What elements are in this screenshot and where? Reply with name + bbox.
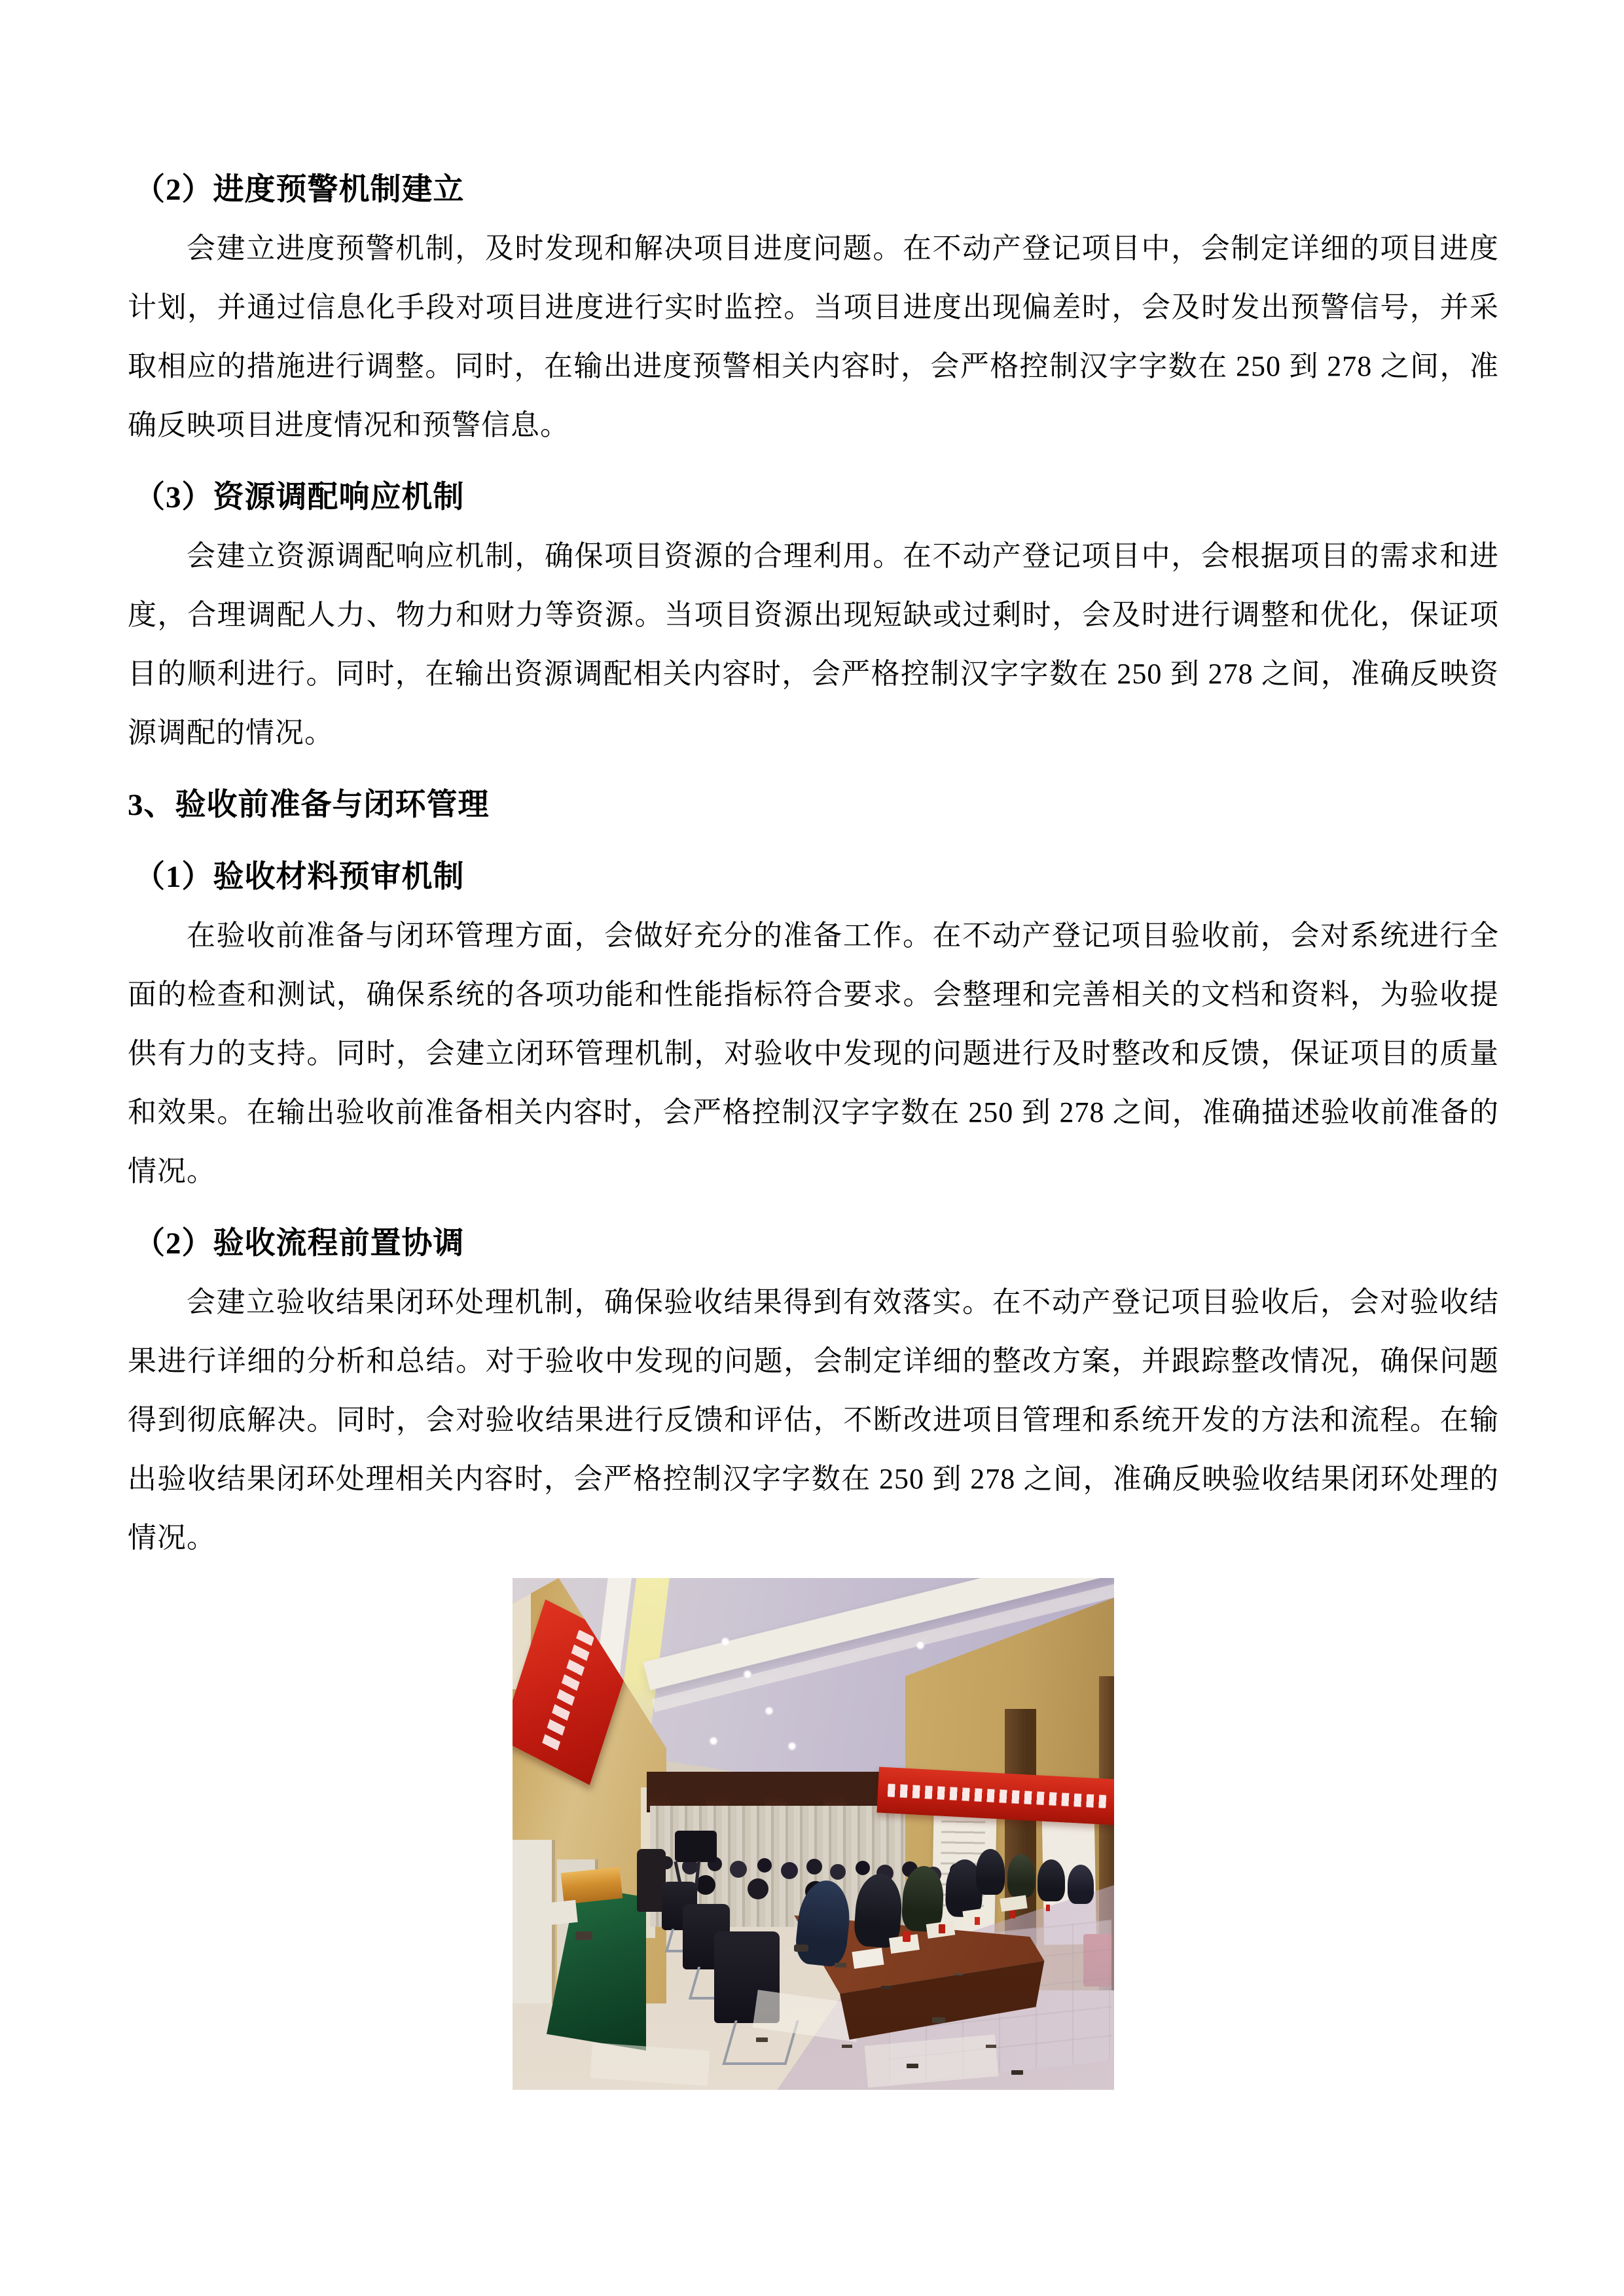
seated-person: [1068, 1865, 1094, 1904]
video-camera: [675, 1831, 717, 1862]
heading-process-coordination: （2）验收流程前置协调: [134, 1227, 465, 1261]
ceiling-spotlight: [787, 1742, 797, 1751]
para-progress-warning: 会建立进度预警机制，及时发现和解决项目进度问题。在不动产登记项目中，会制定详细的项目进度计划，并通过信息化手段对项目进度进行实时监控。当项目进度出现偏差时，会及时发出预警信号，并采取相应的措施进行调整。同时，在输出进度预警相关内容时，会严格控制汉字字数在 250 到 278 之间，准确反映项目进度情况和预警信息。: [128, 232, 1499, 441]
seated-person: [1038, 1859, 1065, 1901]
banner-text-glyphs: [541, 1630, 594, 1755]
para-process-coordination: 会建立验收结果闭环处理机制，确保验收结果得到有效落实。在不动产登记项目验收后，会对验收结果进行详细的分析和总结。对于验收中发现的问题，会制定详细的整改方案，并跟踪整改情况，确保问题得到彻底解决。同时，会对验收结果进行反馈和评估，不断改进项目管理和系统开发的方法和流程。在输出验收结果闭环处理相关内容时，会严格控制汉字字数在 250 到 278 之间，准确反映验收结果闭环处理的情况。: [128, 1286, 1499, 1554]
ceiling-spotlight: [765, 1706, 774, 1715]
floor-paper: [590, 2043, 710, 2086]
banner-text-glyphs: [887, 1784, 1106, 1808]
heading-progress-warning: （2）进度预警机制建立: [134, 173, 465, 207]
meeting-photo: [513, 1578, 1114, 2090]
ceiling-spotlight: [743, 1670, 752, 1679]
para-material-review: 在验收前准备与闭环管理方面，会做好充分的准备工作。在不动产登记项目验收前，会对系统进行全面的检查和测试，确保系统的各项功能和性能指标符合要求。会整理和完善相关的文档和资料，为验收提供有力的支持。同时，会建立闭环管理机制，对验收中发现的问题进行及时整改和反馈，保证项目的质量和效果。在输出验收前准备相关内容时，会严格控制汉字字数在 250 到 278 之间，准确描述验收前准备的情况。: [128, 920, 1499, 1187]
heading-material-review: （1）验收材料预审机制: [134, 860, 465, 894]
white-box: [548, 1900, 577, 1925]
para-resource-allocation: 会建立资源调配响应机制，确保项目资源的合理利用。在不动产登记项目中，会根据项目的需求和进度，合理调配人力、物力和财力等资源。当项目资源出现短缺或过剩时，会及时进行调整和优化，保证项目的顺利进行。同时，在输出资源调配相关内容时，会严格控制汉字字数在 250 到 278 之间，准确反映资源调配的情况。: [128, 540, 1499, 749]
ceiling-spotlight: [721, 1637, 730, 1646]
floor-debris: [794, 1945, 808, 1952]
seated-person: [976, 1849, 1005, 1895]
ceiling-spotlight: [916, 1641, 925, 1650]
floor-debris: [575, 1931, 592, 1940]
heading-resource-allocation: （3）资源调配响应机制: [134, 480, 465, 514]
orange-box: [561, 1867, 623, 1904]
red-cups-on-table: [903, 1931, 911, 1942]
ceiling-spotlight: [709, 1736, 718, 1746]
seated-person: [1007, 1854, 1035, 1897]
door-panel: [513, 1840, 555, 2003]
heading-acceptance-section: 3、验收前准备与闭环管理: [128, 788, 490, 822]
